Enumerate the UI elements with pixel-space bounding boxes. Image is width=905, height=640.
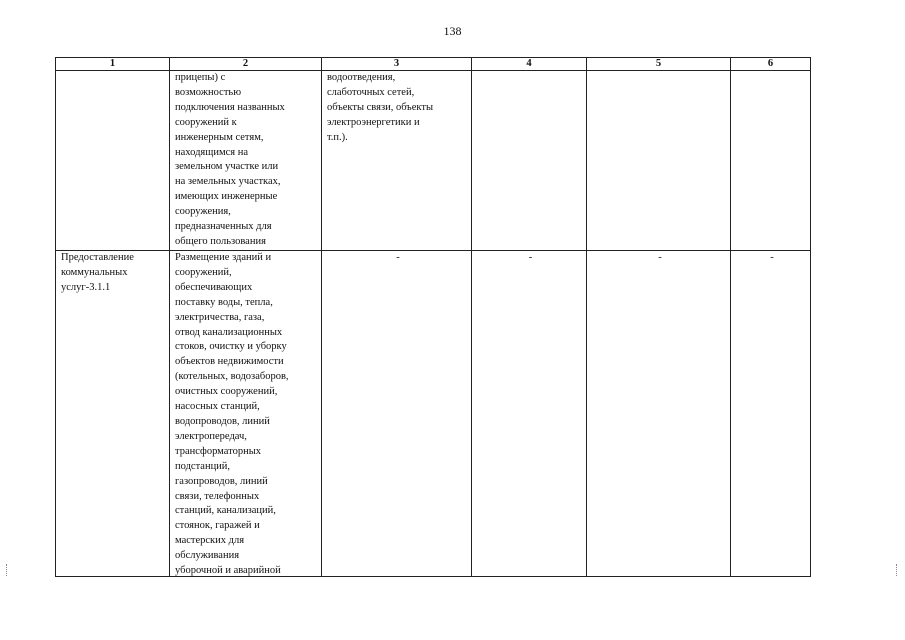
land-use-table: [55, 57, 811, 577]
table-cell: [322, 71, 472, 251]
table-cell: [56, 71, 170, 251]
cell-text: -: [770, 252, 774, 263]
table-cell: [472, 251, 587, 577]
cell-text: прицепы) с возможностью подключения названных сооружений к инженерным сетям, находящимся на земельном участке или на земельных участках, имеющих инженерные сооружения, предназначенных для общего пользования: [175, 72, 285, 247]
table-cell: [170, 71, 322, 251]
cell-text: Размещение зданий и сооружений, обеспечивающих поставку воды, тепла, электричества, газа, отвод канализационных стоков, очистку и уборку объектов недвижимости (котельных, водозаборов, очистных сооружений, насосных станций, водопроводов, линий электропередач, трансформаторных подстанций, газопроводов, линий связи, телефонных станций, канализаций, стоянок, гаражей и мастерских для обслуживания уборочной и аварийной: [175, 252, 289, 576]
cell-text: -: [396, 252, 400, 263]
table-row: [56, 251, 811, 577]
column-header-3: 3: [322, 58, 472, 71]
table-cell: [170, 251, 322, 577]
column-header-2: 2: [170, 58, 322, 71]
page-number: 138: [443, 24, 462, 38]
column-header-5: 5: [587, 58, 731, 71]
scan-edge-mark: [896, 564, 901, 576]
table-cell: [56, 251, 170, 577]
column-header-4: 4: [472, 58, 587, 71]
scan-edge-mark: [6, 564, 11, 576]
table-header-row: [56, 58, 811, 71]
column-header-6: 6: [731, 58, 811, 71]
table-cell: [322, 251, 472, 577]
table-cell: [587, 71, 731, 251]
table-cell: [472, 71, 587, 251]
column-header-1: 1: [56, 58, 170, 71]
cell-text: -: [528, 252, 533, 263]
table-row: [56, 71, 811, 251]
table-cell: [587, 251, 731, 577]
cell-text: водоотведения, слаботочных сетей, объекты связи, объекты электроэнергетики и т.п.).: [327, 72, 434, 143]
cell-text: Предоставление коммунальных услуг-3.1.1: [61, 252, 134, 293]
table-cell: [731, 71, 811, 251]
cell-text: -: [658, 252, 662, 263]
table-cell: [731, 251, 811, 577]
